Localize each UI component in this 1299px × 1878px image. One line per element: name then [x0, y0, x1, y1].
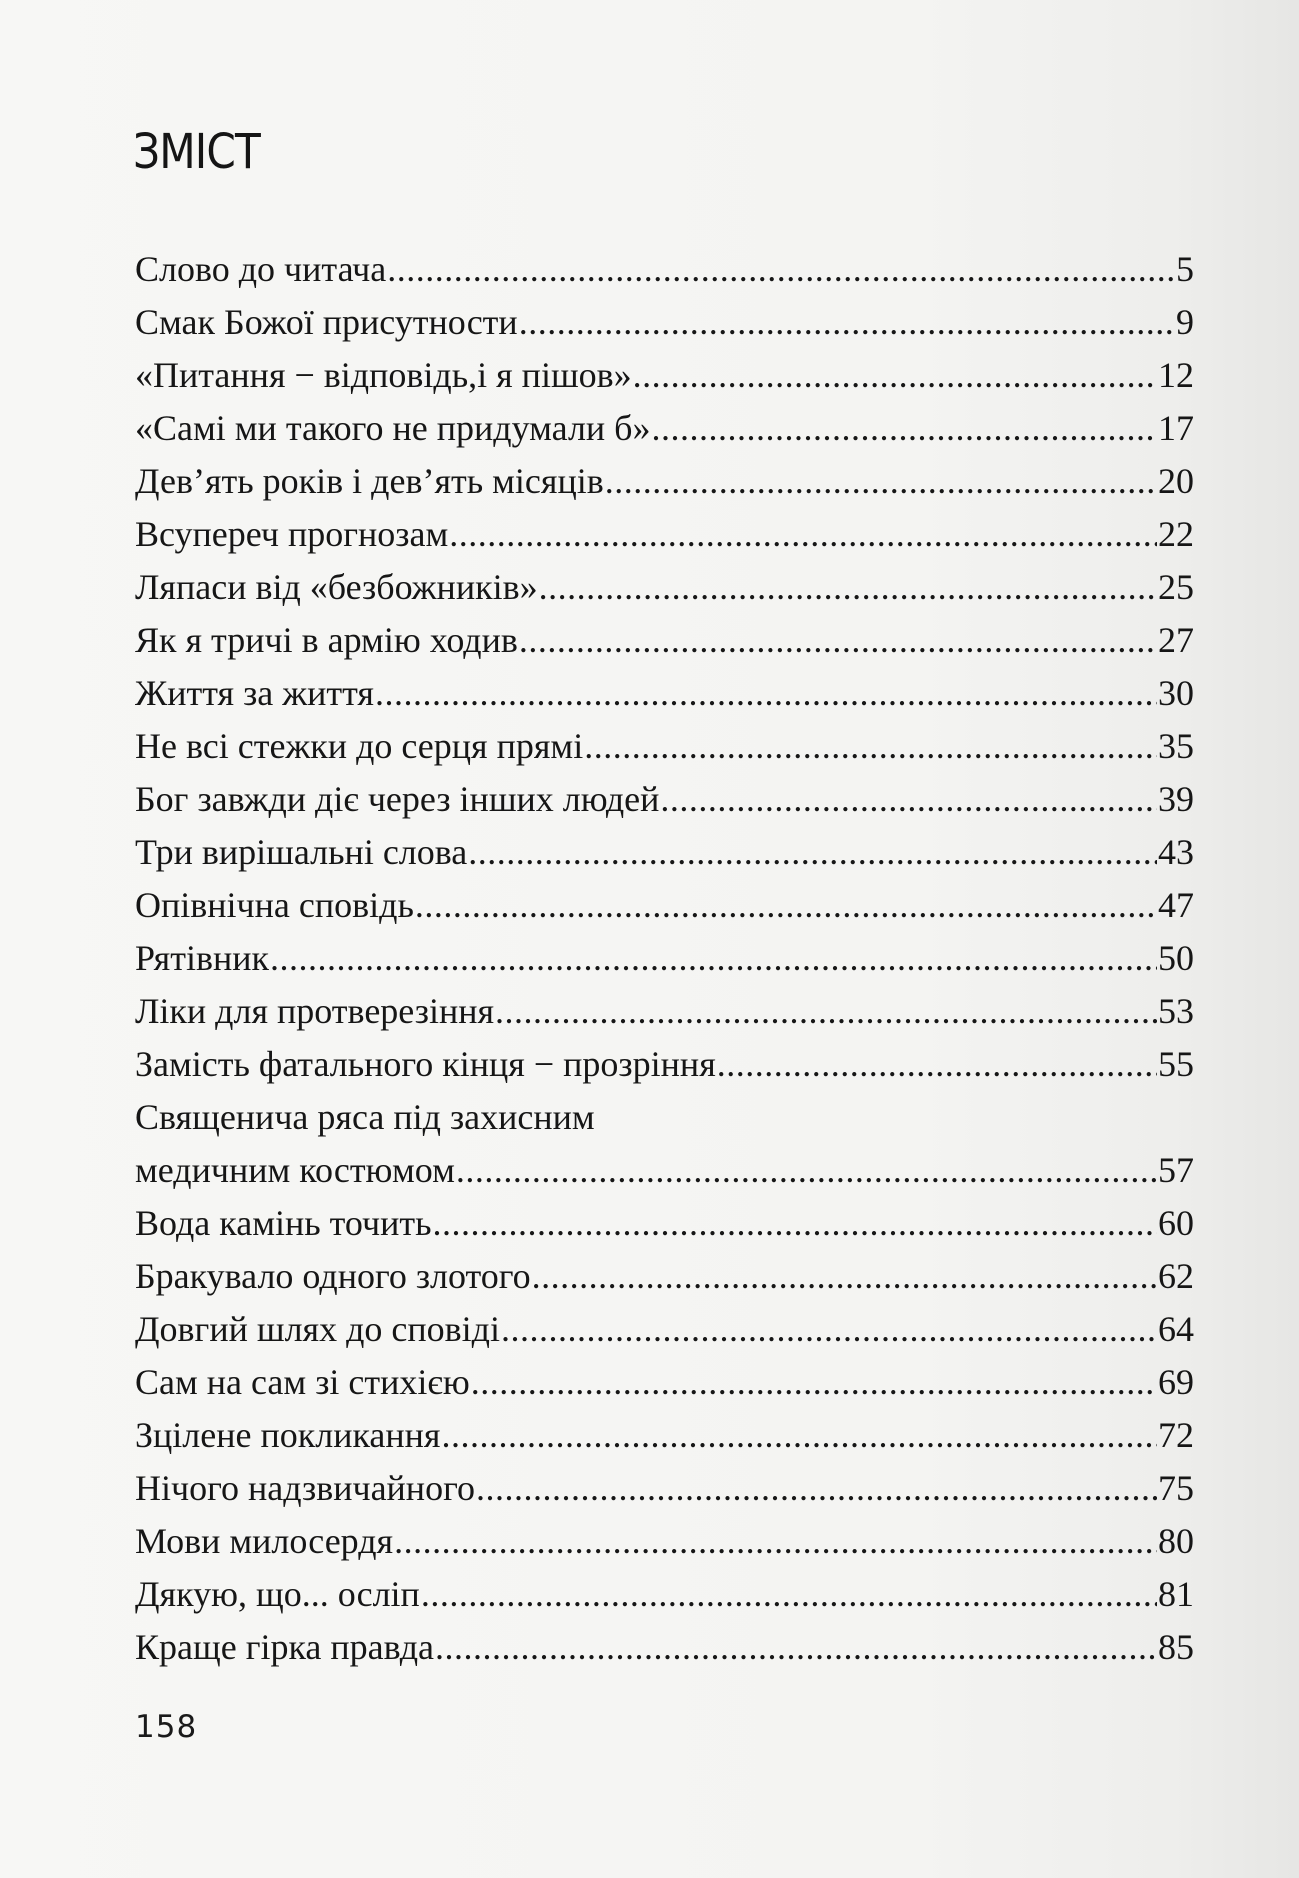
toc-entry-5 [135, 455, 1194, 508]
toc-entry-page: 22 [1158, 514, 1194, 554]
toc-entry-page: 62 [1158, 1256, 1194, 1296]
toc-entry-title: Життя за життя [135, 673, 374, 713]
toc-entry-title: «Самі ми такого не придумали б» [135, 408, 651, 448]
toc-entry-15 [135, 985, 1194, 1038]
dot-leader [468, 826, 1157, 879]
dot-leader [456, 1144, 1157, 1197]
toc-entry-26 [135, 1621, 1194, 1674]
toc-entry-title-first-line: Священича ряса під захисним [135, 1097, 595, 1137]
toc-entry-18 [135, 1197, 1194, 1250]
dot-leader [633, 349, 1157, 402]
toc-entry-title: Вода камінь точить [135, 1203, 432, 1243]
dot-leader [652, 402, 1158, 455]
toc-entry-page: 53 [1158, 991, 1194, 1031]
toc-entry-page: 35 [1158, 726, 1194, 766]
toc-entry-title: Дев’ять років і дев’ять місяців [135, 461, 604, 501]
toc-entry-page: 85 [1158, 1627, 1194, 1667]
dot-leader [605, 455, 1157, 508]
toc-entry-24 [135, 1515, 1194, 1568]
toc-entry-23 [135, 1462, 1194, 1515]
toc-entry-page: 81 [1158, 1574, 1194, 1614]
toc-entry-page: 72 [1158, 1415, 1194, 1455]
dot-leader [717, 1038, 1157, 1091]
toc-entry-9 [135, 667, 1194, 720]
toc-entry-page: 5 [1176, 249, 1194, 289]
toc-entry-title: Всупереч прогнозам [135, 514, 449, 554]
toc-entry-page: 47 [1158, 885, 1194, 925]
toc-entry-page: 30 [1158, 673, 1194, 713]
dot-leader [532, 1250, 1157, 1303]
dot-leader [476, 1462, 1157, 1515]
toc-entry-title: Сам на сам зі стихією [135, 1362, 470, 1402]
page-number: 158 [135, 1709, 198, 1745]
page-heading: ЗМІСТ [133, 124, 260, 180]
toc-entry-12 [135, 826, 1194, 879]
toc-entry-title: Рятівник [135, 938, 269, 978]
toc-entry-title: Слово до читача [135, 249, 387, 289]
toc-entry-title: Смак Божої присутности [135, 302, 518, 342]
dot-leader [387, 243, 1175, 296]
toc-entry-title: Три вирішальні слова [135, 832, 468, 872]
dot-leader [471, 1356, 1157, 1409]
toc-entry-title: Ліки для протверезіння [135, 991, 495, 1031]
toc-entry-page: 50 [1158, 938, 1194, 978]
toc-entry-title: Нічого надзвичайного [135, 1468, 475, 1508]
dot-leader [519, 614, 1157, 667]
table-of-contents [135, 243, 1194, 1674]
toc-entry-title: Довгий шлях до сповіді [135, 1309, 500, 1349]
toc-entry-page: 55 [1158, 1044, 1194, 1084]
toc-entry-3 [135, 349, 1194, 402]
toc-entry-14 [135, 932, 1194, 985]
toc-entry-title: медичним костюмом [135, 1150, 455, 1190]
toc-entry-page: 60 [1158, 1203, 1194, 1243]
dot-leader [584, 720, 1157, 773]
toc-entry-21 [135, 1356, 1194, 1409]
toc-entry-page: 39 [1158, 779, 1194, 819]
dot-leader [415, 879, 1157, 932]
toc-entry-page: 20 [1158, 461, 1194, 501]
toc-entry-title: «Питання − відповідь,і я пішов» [135, 355, 632, 395]
toc-entry-11 [135, 773, 1194, 826]
dot-leader [519, 296, 1175, 349]
toc-entry-6 [135, 508, 1194, 561]
toc-entry-16 [135, 1038, 1194, 1091]
toc-entry-17-line-1 [135, 1091, 1194, 1144]
toc-entry-page: 75 [1158, 1468, 1194, 1508]
toc-entry-title: Замість фатального кінця − прозріння [135, 1044, 716, 1084]
toc-entry-page: 80 [1158, 1521, 1194, 1561]
toc-entry-page: 69 [1158, 1362, 1194, 1402]
toc-entry-title: Як я тричі в армію ходив [135, 620, 518, 660]
toc-entry-title: Бракувало одного злотого [135, 1256, 531, 1296]
toc-entry-page: 27 [1158, 620, 1194, 660]
dot-leader [442, 1409, 1158, 1462]
dot-leader [394, 1515, 1157, 1568]
toc-entry-4 [135, 402, 1194, 455]
toc-entry-19 [135, 1250, 1194, 1303]
toc-entry-page: 12 [1158, 355, 1194, 395]
toc-entry-20 [135, 1303, 1194, 1356]
toc-entry-17 [135, 1144, 1194, 1197]
toc-entry-7 [135, 561, 1194, 614]
dot-leader [501, 1303, 1157, 1356]
toc-entry-8 [135, 614, 1194, 667]
toc-entry-10 [135, 720, 1194, 773]
toc-entry-title: Краще гірка правда [135, 1627, 435, 1667]
dot-leader [433, 1197, 1157, 1250]
toc-entry-page: 43 [1158, 832, 1194, 872]
toc-entry-title: Зцілене покликання [135, 1415, 441, 1455]
dot-leader [435, 1621, 1157, 1674]
toc-entry-title: Ляпаси від «безбожників» [135, 567, 538, 607]
dot-leader [449, 508, 1157, 561]
dot-leader [660, 773, 1157, 826]
toc-entry-22 [135, 1409, 1194, 1462]
toc-entry-13 [135, 879, 1194, 932]
toc-entry-page: 57 [1158, 1150, 1194, 1190]
toc-entry-title: Опівнічна сповідь [135, 885, 414, 925]
toc-entry-title: Дякую, що... осліп [135, 1574, 420, 1614]
toc-entry-page: 17 [1158, 408, 1194, 448]
toc-entry-2 [135, 296, 1194, 349]
toc-entry-1 [135, 243, 1194, 296]
toc-entry-title: Бог завжди діє через інших людей [135, 779, 660, 819]
toc-entry-page: 25 [1158, 567, 1194, 607]
toc-entry-title: Не всі стежки до серця прямі [135, 726, 584, 766]
dot-leader [421, 1568, 1157, 1621]
dot-leader [375, 667, 1157, 720]
dot-leader [539, 561, 1157, 614]
toc-entry-page: 64 [1158, 1309, 1194, 1349]
toc-entry-25 [135, 1568, 1194, 1621]
dot-leader [270, 932, 1157, 985]
dot-leader [495, 985, 1157, 1038]
toc-entry-title: Мови милосердя [135, 1521, 394, 1561]
toc-entry-page: 9 [1176, 302, 1194, 342]
